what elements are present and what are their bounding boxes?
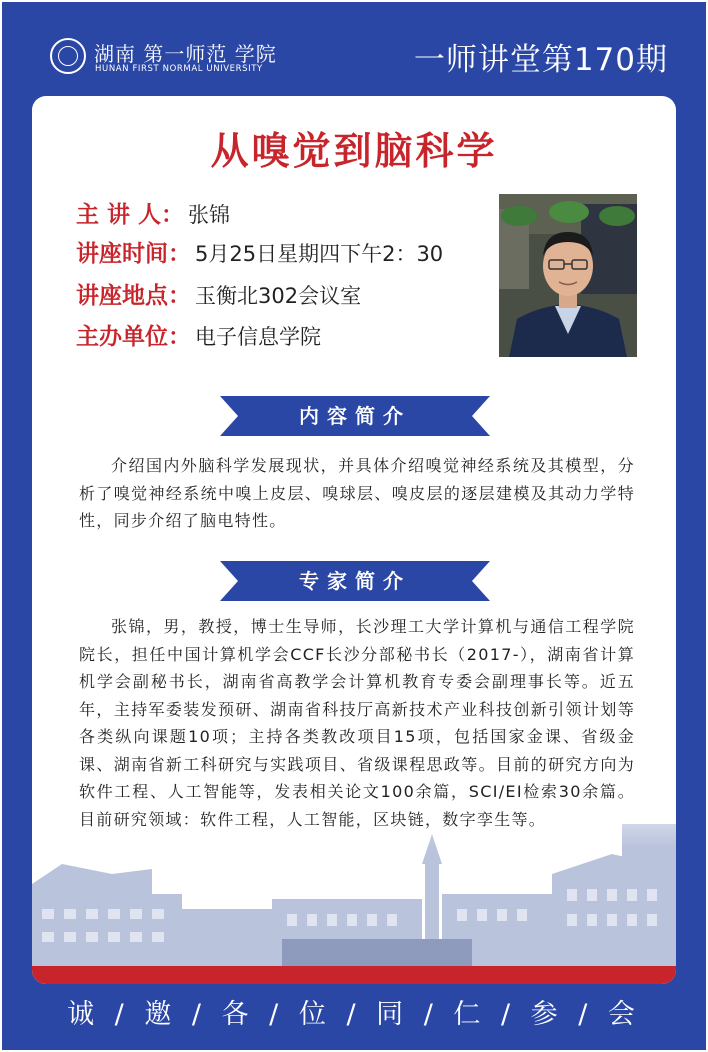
time-value: 5月25日星期四下午2：30 [195,242,444,266]
school-name-cn: 湖南 第一师范 学院 [94,42,277,66]
poster-header [2,2,706,94]
speaker-value: 张锦 [188,203,231,227]
content-heading-ribbon [220,396,490,436]
content-heading: 内容简介 [299,404,411,428]
speaker-label: 主 讲 人： [76,202,185,228]
university-seal-icon [50,38,86,74]
lecture-title: 从嗅觉到脑科学 [210,129,498,173]
invitation-footer: 诚 / 邀 / 各 / 位 / 同 / 仁 / 参 / 会 [67,999,641,1030]
organizer-value: 电子信息学院 [195,325,321,349]
series-number: 一师讲堂第170期 [413,42,668,78]
time-row [76,237,443,271]
content-summary: 介绍国内外脑科学发展现状，并具体介绍嗅觉神经系统及其模型，分析了嗅觉神经系统中嗅上皮层、嗅球层、嗅皮层的逐层建模及其动力学特性，同步介绍了脑电特性。 [79,456,635,530]
location-label: 讲座地点： [76,283,191,309]
organizer-label: 主办单位： [76,324,191,350]
school-name-en: HUNAN FIRST NORMAL UNIVERSITY [95,64,263,74]
expert-heading-ribbon [220,561,490,601]
content-card [32,96,676,984]
lecture-poster [2,2,706,1050]
location-row [76,279,361,313]
organizer-row [76,320,321,354]
seal-inner-ring [58,46,78,66]
location-value: 玉衡北302会议室 [195,284,362,308]
speaker-row [76,198,230,232]
speaker-photo [499,194,637,357]
time-label: 讲座时间： [76,241,191,267]
bottom-red-stripe [32,966,676,984]
expert-bio: 张锦，男，教授，博士生导师，长沙理工大学计算机与通信工程学院院长，担任中国计算机学会CCF长沙分部秘书长（2017-），湖南省计算机学会副秘书长，湖南省高教学会计算机教育专委会副理事长等。近五年，主持军委装发预研、湖南省科技厅高新技术产业科技创新引领计划等各类纵向课题10项；主持各类教改项目15项，包括国家金课、省级金课、湖南省新工科研究与实践项目、省级课程思政等。目前的研究方向为软件工程、人工智能等，发表相关论文100余篇，SCI/EI检索30余篇。目前研究领域：软件工程，人工智能，区块链，数字孪生等。 [79,617,635,829]
expert-heading: 专家简介 [299,569,411,593]
